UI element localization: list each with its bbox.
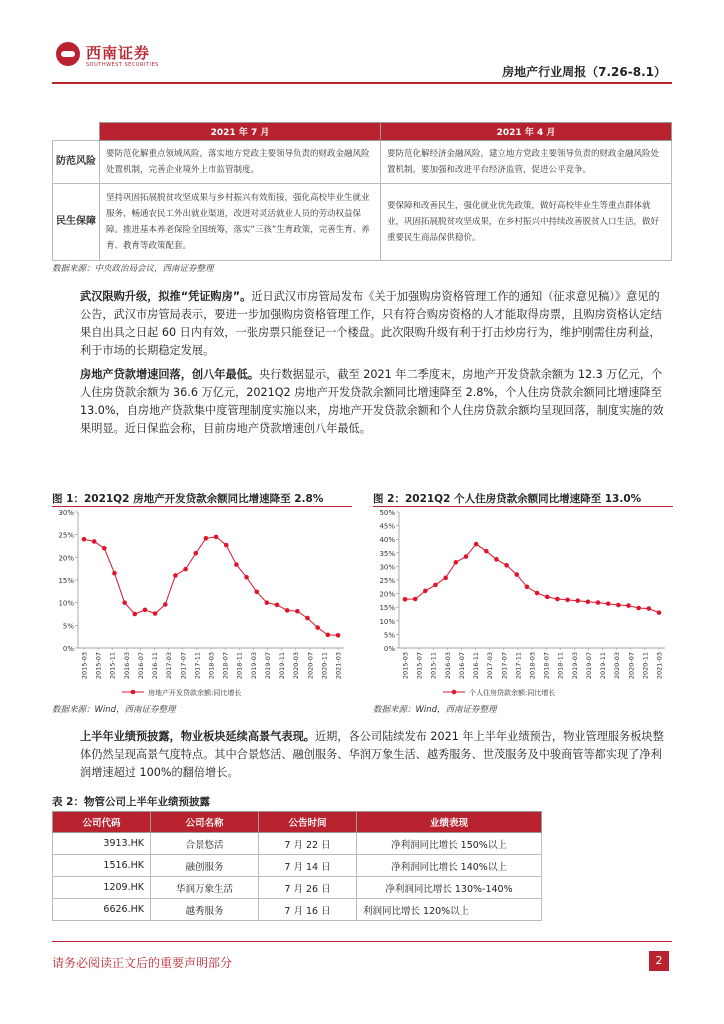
x-tick-label: 2015-07 <box>94 652 103 680</box>
table-cell: 1516.HK <box>53 855 151 877</box>
x-tick-label: 2016-07 <box>457 652 466 680</box>
logo-text: 西南证券 <box>86 44 151 62</box>
paragraph-loans <box>80 366 670 438</box>
data-point <box>315 625 320 630</box>
data-point <box>575 598 580 603</box>
x-tick-label: 2017-03 <box>486 652 495 680</box>
data-point <box>234 562 239 567</box>
para-heading: 房地产贷款增速回落，创八年最低。 <box>80 368 260 381</box>
x-tick-label: 2017-07 <box>500 652 509 680</box>
data-point <box>193 551 198 556</box>
data-point <box>454 560 459 565</box>
x-tick-label: 2017-07 <box>179 652 188 680</box>
logo-icon <box>56 42 80 66</box>
data-point <box>545 595 550 600</box>
col-date: 公告时间 <box>259 812 357 833</box>
table-row <box>53 141 672 184</box>
x-tick-label: 2015-03 <box>80 652 89 680</box>
data-point <box>606 601 611 606</box>
paragraph-property-mgmt <box>80 728 670 782</box>
table-row <box>53 877 542 899</box>
data-point <box>265 600 270 605</box>
fig2-source: 数据来源：Wind，西南证券整理 <box>373 705 497 715</box>
data-point <box>102 546 107 551</box>
table-cell: 6626.HK <box>53 899 151 921</box>
row-label: 民生保障 <box>53 184 100 261</box>
data-point <box>143 608 148 613</box>
data-point <box>244 575 249 580</box>
table-cell: 要防范化解重点领域风险，落实地方党政主要领导负责的财政金融风险处置机制，完善企业境外上市监管制度。 <box>100 141 381 184</box>
y-tick-label: 15% <box>58 577 74 585</box>
table1-source: 数据来源：中央政治局会议，西南证券整理 <box>52 264 214 274</box>
y-tick-label: 40% <box>379 536 395 545</box>
table-cell: 3913.HK <box>53 833 151 855</box>
table2-title: 表 2：物管公司上半年业绩预披露 <box>52 796 210 808</box>
x-tick-label: 2016-11 <box>151 652 160 680</box>
y-tick-label: 20% <box>58 554 74 563</box>
policy-comparison-table <box>52 122 672 261</box>
x-tick-label: 2020-07 <box>627 652 636 680</box>
x-tick-label: 2019-03 <box>249 652 258 680</box>
table-cell: 净利润同比增长 130%-140% <box>357 877 542 899</box>
legend-label: 个人住房贷款余额:同比增长 <box>469 689 556 697</box>
para-heading: 上半年业绩预披露，物业板块延续高景气表现。 <box>80 730 315 743</box>
data-point <box>82 537 87 542</box>
para-text: 近期，各公司陆续发布 2021 年上半年业绩预告，物业管理服务板块整体仍然呈现高景气度特点。其中合景悠活、融创服务、华润万象生活、越秀服务、世茂服务及中骏商管等都实现了净利润增速超过 100%的翻倍增长。 <box>80 730 664 779</box>
series-line <box>405 544 659 613</box>
y-tick-label: 10% <box>58 599 74 608</box>
x-tick-label: 2020-11 <box>320 652 329 680</box>
table-row <box>53 855 542 877</box>
col-name: 公司名称 <box>151 812 259 833</box>
data-point <box>596 600 601 605</box>
col-jul: 2021 年 7 月 <box>100 123 381 141</box>
data-point <box>494 557 499 562</box>
data-point <box>403 597 408 602</box>
data-point <box>112 571 117 576</box>
legend-marker <box>131 690 136 695</box>
data-point <box>565 598 570 603</box>
x-tick-label: 2018-11 <box>235 652 244 680</box>
data-point <box>295 609 300 614</box>
data-point <box>305 616 310 621</box>
table-row <box>53 184 672 261</box>
table-cell: 净利润同比增长 150%以上 <box>357 833 542 855</box>
x-tick-label: 2015-11 <box>108 652 117 680</box>
fig1-title: 图 1：2021Q2 房地产开发贷款余额同比增速降至 2.8% <box>52 493 324 505</box>
logo-subtext: SOUTHWEST SECURITIES <box>86 62 159 68</box>
x-tick-label: 2016-07 <box>136 652 145 680</box>
data-point <box>636 606 641 611</box>
data-point <box>285 608 290 613</box>
y-tick-label: 5% <box>383 631 395 640</box>
data-point <box>555 597 560 602</box>
data-point <box>616 603 621 608</box>
x-tick-label: 2018-03 <box>528 652 537 680</box>
x-tick-label: 2020-03 <box>613 652 622 680</box>
data-point <box>525 585 530 590</box>
para-text: 央行数据显示，截至 2021 年二季度末，房地产开发贷款余额为 12.3 万亿元，个人住房贷款余额为 36.6 万亿元，2021Q2 房地产开发贷款余额同比增速降至 2.8%，个人住房贷款余额同比增速降至 13.0%，自房地产贷款集中度管理制度实施以来，房地产开发贷款余额和个人住房贷款余额均呈现回落，制度实施的效果明显。近日保监会称，目前房地产贷款增速创八年最低。 <box>80 368 664 435</box>
y-tick-label: 20% <box>379 590 395 599</box>
y-tick-label: 30% <box>58 509 74 517</box>
table-cell: 要保障和改善民生，强化就业优先政策，做好高校毕业生等重点群体就业，巩固拓展脱贫攻坚成果，在乡村振兴中持续改善脱贫人口生活，做好重要民生商品保供稳价。 <box>381 184 672 261</box>
y-tick-label: 35% <box>379 549 395 558</box>
x-tick-label: 2015-11 <box>429 652 438 680</box>
x-tick-label: 2020-07 <box>306 652 315 680</box>
x-tick-label: 2016-03 <box>443 652 452 680</box>
series-line <box>84 537 338 635</box>
footer-notice: 请务必阅读正文后的重要声明部分 <box>52 956 233 970</box>
y-tick-label: 10% <box>379 617 395 626</box>
x-tick-label: 2019-07 <box>584 652 593 680</box>
x-tick-label: 2019-11 <box>278 652 287 680</box>
table-cell: 7 月 14 日 <box>259 855 357 877</box>
earnings-table <box>52 811 542 921</box>
y-tick-label: 25% <box>58 531 74 540</box>
data-point <box>504 563 509 568</box>
x-tick-label: 2021-03 <box>655 652 664 680</box>
fig1-source: 数据来源：Wind，西南证券整理 <box>52 705 176 715</box>
table-cell: 1209.HK <box>53 877 151 899</box>
table-cell: 净利润同比增长 140%以上 <box>357 855 542 877</box>
paragraph-wuhan <box>80 288 670 360</box>
data-point <box>413 597 418 602</box>
x-tick-label: 2016-03 <box>122 652 131 680</box>
fig1-rule <box>52 506 352 507</box>
chart-dev-loans <box>52 508 352 700</box>
col-code: 公司代码 <box>53 812 151 833</box>
y-tick-label: 0% <box>62 645 74 653</box>
x-tick-label: 2018-07 <box>221 652 230 680</box>
x-tick-label: 2020-03 <box>292 652 301 680</box>
x-tick-label: 2015-07 <box>415 652 424 680</box>
y-tick-label: 0% <box>383 645 395 653</box>
legend-label: 房地产开发贷款余额:同比增长 <box>148 689 242 697</box>
col-performance: 业绩表现 <box>357 812 542 833</box>
footer-divider <box>52 941 672 942</box>
data-point <box>474 542 479 547</box>
x-tick-label: 2017-11 <box>193 652 202 680</box>
table-cell: 华润万象生活 <box>151 877 259 899</box>
data-point <box>163 602 168 607</box>
x-tick-label: 2015-03 <box>401 652 410 680</box>
data-point <box>173 573 178 578</box>
y-tick-label: 30% <box>379 563 395 572</box>
fig2-title: 图 2：2021Q2 个人住房贷款余额同比增速降至 13.0% <box>373 493 642 505</box>
data-point <box>214 535 219 540</box>
y-tick-label: 45% <box>379 522 395 531</box>
y-tick-label: 15% <box>379 604 395 613</box>
x-tick-label: 2018-07 <box>542 652 551 680</box>
table-cell: 7 月 22 日 <box>259 833 357 855</box>
data-point <box>183 567 188 572</box>
row-label: 防范风险 <box>53 141 100 184</box>
data-point <box>484 549 489 554</box>
data-point <box>326 633 331 638</box>
data-point <box>92 539 97 544</box>
table-row <box>53 833 542 855</box>
data-point <box>443 576 448 581</box>
data-point <box>336 633 341 638</box>
data-point <box>535 591 540 596</box>
data-point <box>657 610 662 615</box>
report-title: 房地产行业周报（7.26-8.1） <box>502 65 666 79</box>
y-tick-label: 50% <box>379 509 395 517</box>
data-point <box>122 600 127 605</box>
data-point <box>647 606 652 611</box>
data-point <box>586 599 591 604</box>
data-point <box>275 603 280 608</box>
table-cell: 7 月 26 日 <box>259 877 357 899</box>
y-tick-label: 25% <box>379 577 395 585</box>
table-cell: 融创服务 <box>151 855 259 877</box>
x-tick-label: 2018-03 <box>207 652 216 680</box>
x-tick-label: 2021-03 <box>334 652 343 680</box>
header-divider <box>52 82 672 84</box>
chart-mortgage-loans <box>373 508 673 700</box>
page-number: 2 <box>649 951 669 971</box>
para-text: 近日武汉市房管局发布《关于加强购房资格管理工作的通知（征求意见稿）》意见的公告，武汉市房管局表示，要进一步加强购房资格管理工作，只有符合购房资格的人才能取得房票，且购房资格认定结果自出具之日起 60 日内有效，一张房票只能登记一个楼盘。此次限购升级有利于打击炒房行为，维护刚需住房利益，利于市场的长期稳定发展。 <box>80 290 662 357</box>
table-cell: 越秀服务 <box>151 899 259 921</box>
data-point <box>423 589 428 594</box>
data-point <box>133 612 138 617</box>
table-cell: 利润同比增长 120%以上 <box>357 899 542 921</box>
fig2-rule <box>373 506 673 507</box>
para-heading: 武汉限购升级，拟推“凭证购房”。 <box>80 290 252 303</box>
y-tick-label: 5% <box>62 622 74 631</box>
x-tick-label: 2019-07 <box>263 652 272 680</box>
x-tick-label: 2018-11 <box>556 652 565 680</box>
data-point <box>464 554 469 559</box>
data-point <box>224 543 229 548</box>
data-point <box>626 603 631 608</box>
legend-marker <box>452 690 457 695</box>
data-point <box>433 583 438 588</box>
data-point <box>254 589 259 594</box>
x-tick-label: 2019-11 <box>599 652 608 680</box>
table-cell: 7 月 16 日 <box>259 899 357 921</box>
data-point <box>204 536 209 541</box>
x-tick-label: 2019-03 <box>570 652 579 680</box>
table-cell: 要防范化解经济金融风险，建立地方党政主要领导负责的财政金融风险处置机制。要加强和改进平台经济监管，促进公平竞争。 <box>381 141 672 184</box>
x-tick-label: 2020-11 <box>641 652 650 680</box>
x-tick-label: 2016-11 <box>472 652 481 680</box>
table-row <box>53 899 542 921</box>
table-cell: 合景悠活 <box>151 833 259 855</box>
table-cell: 坚持巩固拓展脱贫攻坚成果与乡村振兴有效衔接，强化高校毕业生就业服务，畅通农民工外出就业渠道，改进对灵活就业人员的劳动权益保障。推进基本养老保险全国统筹，落实“三孩”生育政策，完善生育、养育、教育等政策配套。 <box>100 184 381 261</box>
data-point <box>514 572 519 577</box>
data-point <box>153 611 158 616</box>
x-tick-label: 2017-11 <box>514 652 523 680</box>
x-tick-label: 2017-03 <box>165 652 174 680</box>
col-apr: 2021 年 4 月 <box>381 123 672 141</box>
